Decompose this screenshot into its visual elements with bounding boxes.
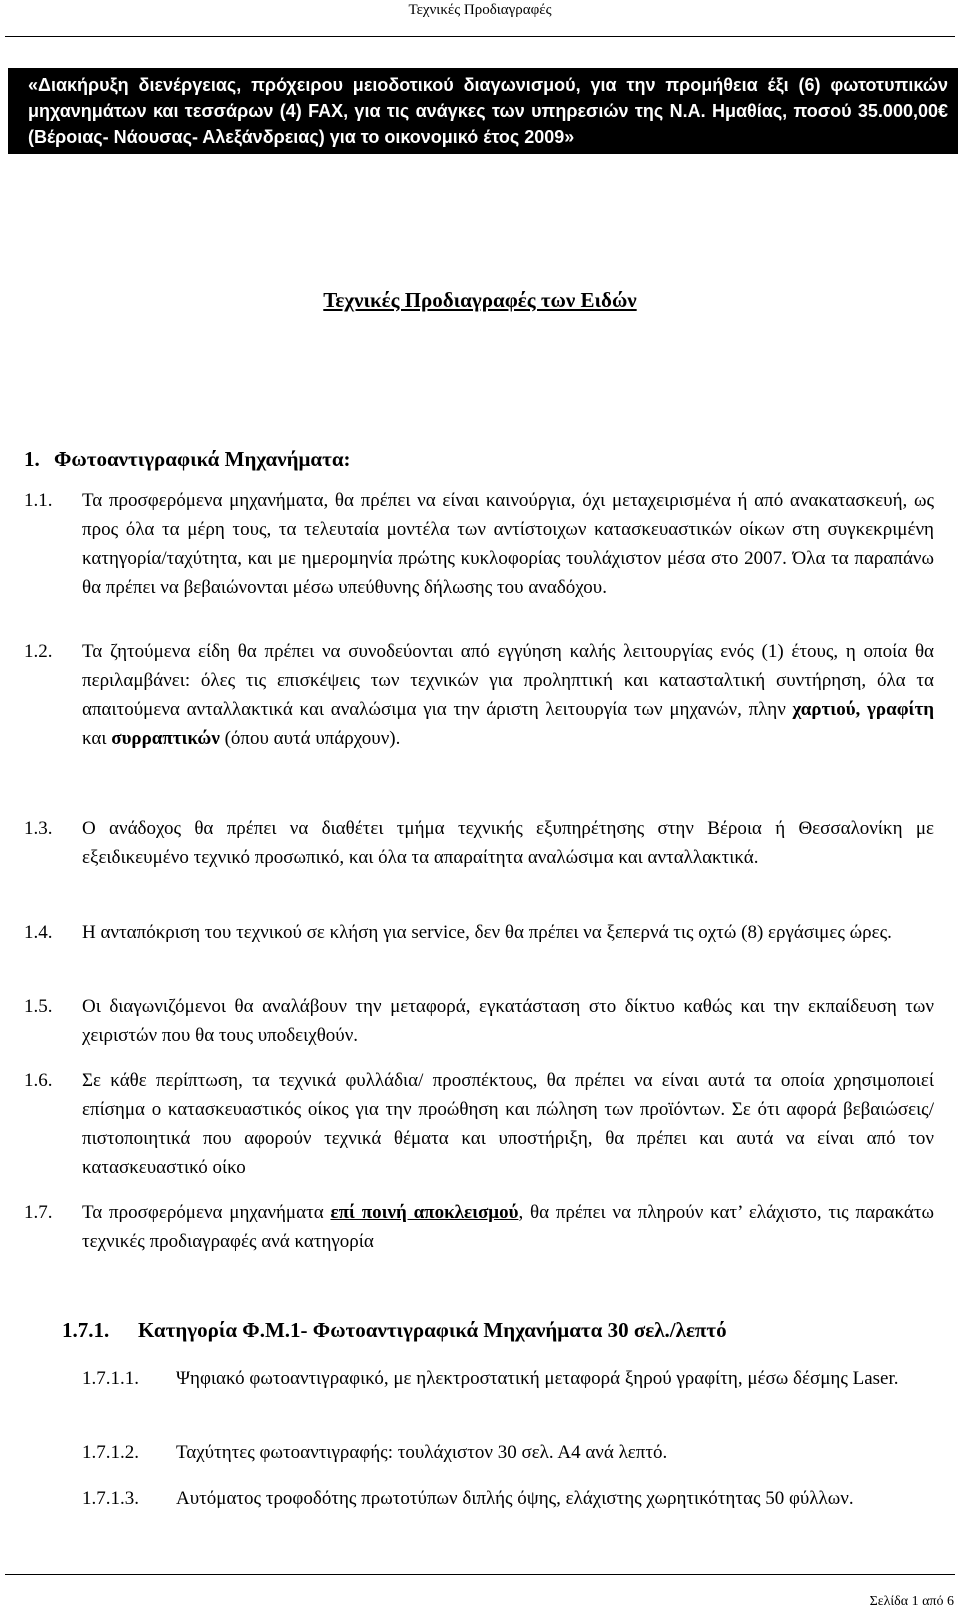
item-text: Οι διαγωνιζόμενοι θα αναλάβουν την μεταφορά, εγκατάσταση στο δίκτυο καθώς και την εκπαίδευση των χειριστών που θα τους υποδειχθούν. <box>82 996 934 1046</box>
item-number: 1.4. <box>24 922 53 943</box>
spec-1-7-1-3 <box>82 1484 934 1513</box>
spec-1-7-1-2 <box>82 1438 934 1467</box>
item-1-5 <box>24 992 934 1050</box>
spec-text: Ψηφιακό φωτοαντιγραφικό, με ηλεκτροστατική μεταφορά ξηρού γραφίτη, μέσω δέσμης Laser. <box>176 1368 899 1389</box>
spec-text: Αυτόματος τροφοδότης πρωτοτύπων διπλής όψης, ελάχιστης χωρητικότητας 50 φύλλων. <box>176 1488 854 1509</box>
item-1-4 <box>24 918 934 947</box>
item-1-1 <box>24 486 934 602</box>
spec-number: 1.7.1.3. <box>82 1488 139 1509</box>
item-text: Η ανταπόκριση του τεχνικού σε κλήση για service, δεν θα πρέπει να ξεπερνά τις οχτώ (8) εργάσιμες ώρες. <box>82 922 892 943</box>
subsection-title: Κατηγορία Φ.Μ.1- Φωτοαντιγραφικά Μηχανήματα 30 σελ./λεπτό <box>138 1318 727 1342</box>
section-heading <box>24 447 351 472</box>
item-text <box>82 637 934 753</box>
item-text-part: και <box>82 728 112 749</box>
item-1-7 <box>24 1198 934 1256</box>
item-text-bold-underline: επί ποινή αποκλεισμού <box>330 1202 519 1223</box>
item-text: Σε κάθε περίπτωση, τα τεχνικά φυλλάδια/ προσπέκτους, θα πρέπει να είναι αυτά τα οποία χρησιμοποιεί επίσημα ο κατασκευαστικός οίκος για την προώθηση και πώληση των προϊόντων. Σε ότι αφορά βεβαιώσεις/ πιστοποιητικά που αφορούν τεχνικά θέματα και υποστήριξη, θα πρέπει και αυτά να είναι από τον κατασκευαστικό οίκο <box>82 1070 934 1178</box>
item-number: 1.1. <box>24 490 53 511</box>
page-number: Σελίδα 1 από 6 <box>869 1594 954 1609</box>
item-number: 1.3. <box>24 818 53 839</box>
spec-number: 1.7.1.2. <box>82 1442 139 1463</box>
subsection-number: 1.7.1. <box>62 1318 110 1342</box>
item-number: 1.2. <box>24 641 53 662</box>
item-text: Ο ανάδοχος θα πρέπει να διαθέτει τμήμα τεχνικής εξυπηρέτησης στην Βέροια ή Θεσσαλονίκη με εξειδικευμένο τεχνικό προσωπικό, και όλα τα απαραίτητα αναλώσιμα και ανταλλακτικά. <box>82 818 934 868</box>
item-text-bold: χαρτιού, γραφίτη <box>792 699 934 720</box>
spec-1-7-1-1 <box>82 1364 934 1393</box>
item-1-2 <box>24 637 934 753</box>
item-text-part: Τα ζητούμενα είδη θα πρέπει να συνοδεύονται από εγγύηση καλής λειτουργίας ενός (1) έτους, η οποία θα περιλαμβάνει: όλες τις επισκέψεις των τεχνικών για προληπτική και κατασταλτική συντήρηση, όλα τα απαιτούμενα ανταλλακτικά και αναλώσιμα για την άριστη λειτουργία των μηχανών, πλην <box>82 641 934 720</box>
item-number: 1.6. <box>24 1070 53 1091</box>
spec-text: Ταχύτητες φωτοαντιγραφής: τουλάχιστον 30 σελ. Α4 ανά λεπτό. <box>176 1442 668 1463</box>
tender-banner: «Διακήρυξη διενέργειας, πρόχειρου μειοδοτικού διαγωνισμού, για την προμήθεια έξι (6) φωτοτυπικών μηχανημάτων και τεσσάρων (4) FAX, για τις ανάγκες των υπηρεσιών της Ν.Α. Ημαθίας, ποσού 35.000,00€ (Βέροιας- Νάουσας- Αλεξάνδρειας) για το οικονομικό έτος 2009» <box>8 68 958 154</box>
spec-number: 1.7.1.1. <box>82 1368 139 1389</box>
item-text-part: , θα πρέπει να πληρούν κατ’ ελάχιστο, τις παρακάτω τεχνικές προδιαγραφές ανά κατηγορία <box>82 1202 934 1252</box>
item-text-bold: συρραπτικών <box>111 728 220 749</box>
subsection-heading <box>62 1318 727 1343</box>
item-number: 1.5. <box>24 996 53 1017</box>
item-1-3 <box>24 814 934 872</box>
item-text-part: Τα προσφερόμενα μηχανήματα <box>82 1202 331 1223</box>
item-1-6 <box>24 1066 934 1182</box>
item-number: 1.7. <box>24 1202 53 1223</box>
section-number: 1. <box>24 447 40 471</box>
header-rule <box>5 36 955 37</box>
document-title-text: Τεχνικές Προδιαγραφές των Ειδών <box>323 288 637 312</box>
section-title: Φωτοαντιγραφικά Μηχανήματα: <box>54 447 351 471</box>
item-text <box>82 1198 934 1256</box>
running-header: Τεχνικές Προδιαγραφές <box>408 2 552 18</box>
document-title <box>0 288 960 313</box>
item-text: Τα προσφερόμενα μηχανήματα, θα πρέπει να είναι καινούργια, όχι μεταχειρισμένα ή από ανακατασκευή, ως προς όλα τα μέρη τους, τα τελευταία μοντέλα των αντίστοιχων κατασκευαστικών οίκων στη συγκεκριμένη κατηγορία/ταχύτητα, και με ημερομηνία πρώτης κυκλοφορίας τουλάχιστον μέσα στο 2007. Όλα τα παραπάνω θα πρέπει να βεβαιώνονται μέσω υπεύθυνης δήλωσης του αναδόχου. <box>82 490 934 598</box>
footer-rule <box>5 1574 955 1575</box>
item-text-part: (όπου αυτά υπάρχουν). <box>219 728 401 749</box>
